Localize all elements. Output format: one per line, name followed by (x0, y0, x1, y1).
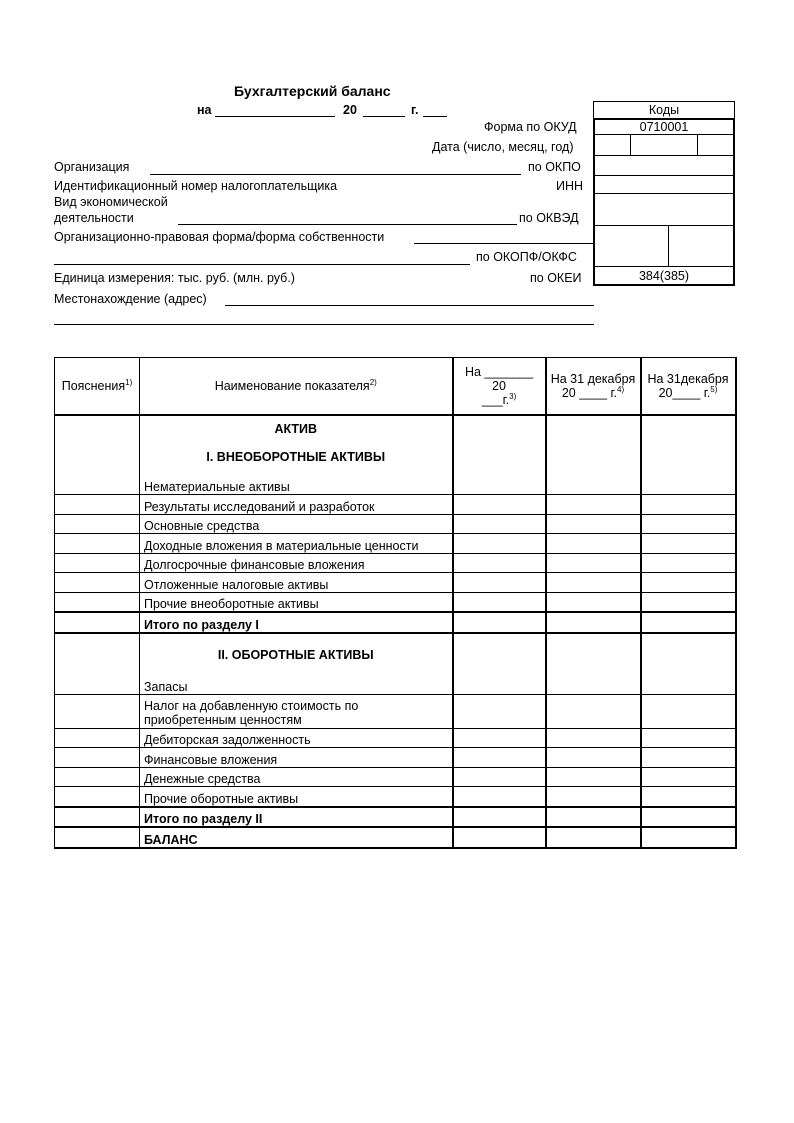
value-cell[interactable] (453, 827, 546, 848)
row-label: Долгосрочные финансовые вложения (140, 553, 453, 573)
value-cell[interactable] (641, 807, 736, 828)
value-cell[interactable] (453, 553, 546, 573)
inn-row-bottom (595, 193, 733, 194)
value-cell[interactable] (546, 787, 641, 807)
header-col3: На _______ 20 ___г.$^{3)}$ (453, 358, 546, 416)
date-year-suffix: г. (411, 103, 419, 117)
header-notes: Пояснения$^{1)}$ (55, 358, 140, 416)
okved-label: по ОКВЭД (519, 211, 579, 225)
value-cell[interactable] (453, 592, 546, 612)
codes-frame (593, 118, 735, 286)
table-row (55, 415, 736, 495)
value-cell[interactable] (453, 748, 546, 768)
row-label: Прочие оборотные активы (140, 787, 453, 807)
value-cell[interactable] (453, 573, 546, 593)
okopf-row-bottom (595, 266, 733, 267)
value-cell[interactable] (546, 534, 641, 554)
okud-label: Форма по ОКУД (484, 120, 577, 134)
value-cell[interactable] (453, 633, 546, 695)
table-row (55, 767, 736, 787)
okei-label: по ОКЕИ (530, 271, 582, 285)
row-label: Результаты исследований и разработок (140, 495, 453, 515)
value-cell[interactable] (546, 573, 641, 593)
balance-label: БАЛАНС (140, 827, 453, 848)
org-field[interactable] (150, 174, 521, 175)
value-cell[interactable] (453, 415, 546, 495)
value-cell[interactable] (641, 553, 736, 573)
table-row (55, 573, 736, 593)
value-cell[interactable] (453, 767, 546, 787)
location-field[interactable] (225, 305, 594, 306)
legal-form-label: Организационно-правовая форма/форма собственности (54, 230, 385, 244)
value-cell[interactable] (641, 592, 736, 612)
row-label: Основные средства (140, 514, 453, 534)
date-divider-2 (697, 134, 698, 155)
row-label: Нематериальные активы (144, 480, 290, 494)
activity-field[interactable] (178, 224, 517, 225)
section2-heading: II. ОБОРОТНЫЕ АКТИВЫ (217, 647, 374, 662)
value-cell[interactable] (641, 573, 736, 593)
inn-label: ИНН (556, 179, 584, 193)
table-row (55, 694, 736, 728)
value-cell[interactable] (453, 807, 546, 828)
section1-total-label: Итого по разделу I (140, 612, 453, 633)
legal-form-field-2[interactable] (54, 264, 470, 265)
okud-code[interactable]: 0710001 (639, 120, 689, 134)
date-year-tail-line (423, 116, 447, 117)
value-cell[interactable] (641, 534, 736, 554)
value-cell[interactable] (546, 767, 641, 787)
location-label: Местонахождение (адрес) (54, 292, 207, 306)
unit-label: Единица измерения: тыс. руб. (млн. руб.) (54, 271, 295, 285)
row-label: Денежные средства (140, 767, 453, 787)
aktiv-heading: АКТИВ (274, 422, 318, 436)
value-cell[interactable] (641, 787, 736, 807)
table-row (55, 534, 736, 554)
date-prefix: на (197, 103, 212, 117)
value-cell[interactable] (641, 514, 736, 534)
activity-label-2: деятельности (54, 211, 134, 225)
location-field-2[interactable] (54, 324, 594, 325)
value-cell[interactable] (546, 633, 641, 695)
value-cell[interactable] (546, 807, 641, 828)
okopf-divider (668, 225, 669, 266)
table-row-balance (55, 827, 736, 848)
value-cell[interactable] (641, 694, 736, 728)
page-title: Бухгалтерский баланс (234, 83, 391, 99)
row-label: Запасы (144, 679, 188, 694)
date-divider-1 (630, 134, 631, 155)
row-label: Финансовые вложения (140, 748, 453, 768)
value-cell[interactable] (546, 415, 641, 495)
value-cell[interactable] (546, 495, 641, 515)
balance-table (54, 357, 737, 849)
table-header-row (55, 358, 736, 416)
value-cell[interactable] (641, 612, 736, 633)
okpo-label: по ОКПО (528, 160, 581, 174)
date-year-prefix: 20 (343, 103, 357, 117)
table-row-total (55, 807, 736, 828)
okopf-label: по ОКОПФ/ОКФС (476, 250, 577, 264)
table-row (55, 633, 736, 695)
header-name: Наименование показателя$^{2)}$ (140, 358, 453, 416)
date-row-bottom (595, 155, 733, 156)
row-label: приобретенным ценностям (144, 712, 302, 727)
row-label: Прочие внеоборотные активы (140, 592, 453, 612)
okpo-row-bottom (595, 175, 733, 176)
value-cell[interactable] (546, 592, 641, 612)
value-cell[interactable] (453, 728, 546, 748)
table-row (55, 553, 736, 573)
value-cell[interactable] (641, 415, 736, 495)
value-cell[interactable] (641, 728, 736, 748)
section2-total-label: Итого по разделу II (140, 807, 453, 828)
row-label: Доходные вложения в материальные ценности (140, 534, 453, 554)
value-cell[interactable] (641, 633, 736, 695)
inn-label-left: Идентификационный номер налогоплательщика (54, 179, 338, 193)
value-cell[interactable] (546, 514, 641, 534)
okved-row-bottom (595, 225, 733, 226)
value-cell[interactable] (546, 694, 641, 728)
value-cell[interactable] (546, 612, 641, 633)
activity-label-1: Вид экономической (54, 195, 168, 209)
date-label: Дата (число, месяц, год) (432, 140, 574, 154)
table-row (55, 748, 736, 768)
table-row (55, 592, 736, 612)
value-cell[interactable] (453, 534, 546, 554)
value-cell[interactable] (641, 827, 736, 848)
table-row (55, 787, 736, 807)
date-day-month-line[interactable] (215, 116, 335, 117)
value-cell[interactable] (546, 748, 641, 768)
row-label: Отложенные налоговые активы (140, 573, 453, 593)
value-cell[interactable] (453, 514, 546, 534)
row-label: Налог на добавленную стоимость по (144, 698, 359, 713)
row-label: Дебиторская задолженность (140, 728, 453, 748)
value-cell[interactable] (546, 553, 641, 573)
value-cell[interactable] (546, 728, 641, 748)
okei-code[interactable]: 384(385) (638, 269, 690, 283)
header-col5: На 31декабря 20____ г.$^{5)}$ (641, 358, 736, 416)
value-cell[interactable] (641, 495, 736, 515)
org-label: Организация (54, 160, 130, 174)
value-cell[interactable] (453, 612, 546, 633)
codes-box (593, 101, 735, 286)
legal-form-field[interactable] (414, 243, 594, 244)
value-cell[interactable] (453, 495, 546, 515)
section1-heading: I. ВНЕОБОРОТНЫЕ АКТИВЫ (206, 450, 386, 464)
date-year-line[interactable] (363, 116, 405, 117)
table-row-total (55, 612, 736, 633)
value-cell[interactable] (546, 827, 641, 848)
table-row (55, 495, 736, 515)
value-cell[interactable] (453, 694, 546, 728)
value-cell[interactable] (641, 767, 736, 787)
value-cell[interactable] (453, 787, 546, 807)
value-cell[interactable] (641, 748, 736, 768)
table-row (55, 514, 736, 534)
header-col4: На 31 декабря 20 ____ г.$^{4)}$ (546, 358, 641, 416)
codes-header: Коды (593, 101, 735, 119)
okud-divider (595, 134, 733, 135)
table-row (55, 728, 736, 748)
